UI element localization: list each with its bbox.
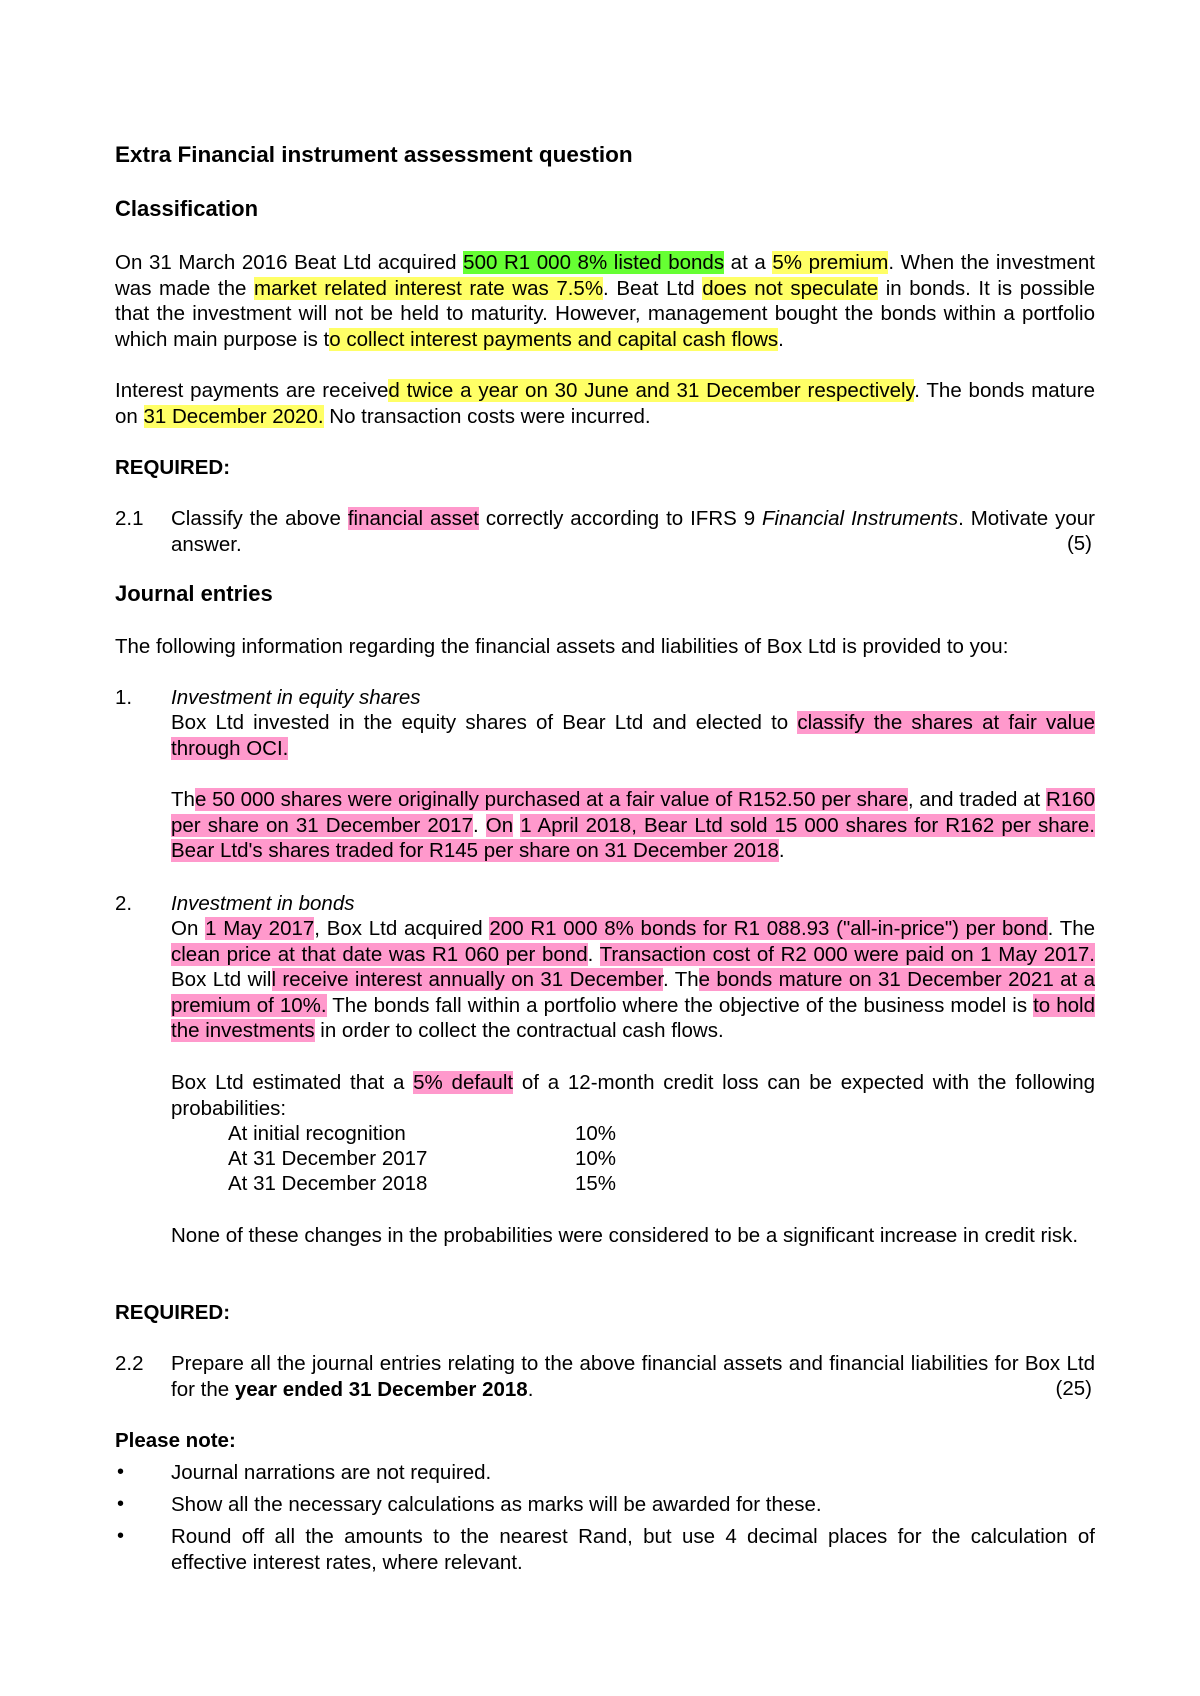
bonds-paragraph-1 (171, 916, 1095, 1044)
bonds-paragraph-3: None of these changes in the probabilities were considered to be a significant increase in credit risk. (171, 1224, 1079, 1247)
item-number-1: 1. (115, 686, 133, 709)
bullet-point: • (117, 1493, 125, 1515)
highlighted-text: 1 May 2017 (205, 917, 315, 940)
bullet-point: • (117, 1525, 125, 1547)
highlighted-text: e bonds mature on 31 December 2021 at a premium of 10%. (171, 968, 1095, 1017)
text-run: . (473, 813, 486, 837)
highlighted-text: 500 R1 000 8% listed bonds (463, 251, 725, 274)
text-run: Classify the above (171, 507, 348, 530)
text-run: The bonds fall within a portfolio where the objective of the business model is (326, 993, 1034, 1017)
note-item: Round off all the amounts to the nearest Rand, but use 4 decimal places for the calculation of effective interest rates, where relevant. (171, 1525, 1095, 1574)
text-run: . (778, 839, 785, 862)
item-title-equity-shares: Investment in equity shares (171, 686, 421, 709)
bold-text: year ended 31 December 2018 (234, 1377, 528, 1401)
question-number-2-2: 2.2 (115, 1352, 144, 1375)
probability-value: 10% (575, 1122, 617, 1145)
item-number-2: 2. (115, 892, 133, 915)
text-run: correctly according to IFRS 9 (479, 507, 763, 530)
equity-paragraph-1 (171, 710, 1095, 761)
highlighted-text: does not speculate (702, 276, 879, 300)
text-run: Box Ltd wil (171, 968, 272, 991)
text-run: . The bonds mature on (115, 379, 1096, 428)
probability-label: At 31 December 2018 (228, 1172, 428, 1195)
highlighted-text: e 50 000 shares were originally purchased at a fair value of R152.50 per share (194, 788, 908, 811)
text-run: Box Ltd estimated that a (171, 1071, 414, 1094)
text-run: of a 12-month credit loss can be expected with the following probabilities: (171, 1071, 1095, 1120)
highlighted-text: financial asset (347, 507, 479, 530)
required-label-2: REQUIRED: (115, 1301, 231, 1324)
highlighted-text: o collect interest payments and capital cash flows (329, 327, 779, 351)
text-run: Prepare all the journal entries relating to the above financial assets and financial liabilities for Box Ltd for the (171, 1352, 1095, 1401)
note-item: Show all the necessary calculations as marks will be awarded for these. (171, 1493, 822, 1516)
text-run: Box Ltd invested in the equity shares of Bear Ltd and elected to (171, 711, 798, 734)
text-run: . (778, 327, 784, 351)
highlighted-text: clean price at that date was R1 060 per bond (171, 942, 588, 966)
highlighted-text: 200 R1 000 8% bonds for R1 088.93 ("all-in-price") per bond (489, 917, 1048, 940)
question-marks-2-2: (25) (1055, 1377, 1092, 1400)
question-text-2-1 (171, 506, 1095, 557)
text-run: On (171, 917, 206, 940)
question-text-2-2 (171, 1351, 1095, 1402)
probability-label: At initial recognition (228, 1122, 406, 1145)
bullet-point: • (117, 1461, 125, 1483)
text-run: Interest payments are receive (115, 379, 389, 402)
highlighted-text: 5% premium (772, 251, 889, 274)
required-label-1: REQUIRED: (115, 456, 231, 479)
highlighted-text: market related interest rate was 7.5% (254, 276, 604, 300)
classification-paragraph-1 (115, 250, 1095, 352)
highlighted-text: to hold the investments (171, 993, 1095, 1042)
text-run: Th (171, 788, 195, 811)
probability-value: 15% (575, 1172, 617, 1195)
please-note-heading: Please note: (115, 1429, 236, 1452)
equity-paragraph-2 (171, 787, 1095, 864)
text-run: in order to collect the contractual cash flows. (314, 1019, 724, 1042)
section-heading-journal-entries: Journal entries (115, 581, 273, 606)
question-marks-2-1: (5) (1066, 532, 1092, 555)
text-run: . Beat Ltd (603, 276, 703, 300)
text-run: at a (724, 251, 773, 274)
text-run: , Box Ltd acquired (314, 917, 490, 940)
classification-paragraph-2 (115, 378, 1095, 429)
text-run: . Motivate your answer. (171, 507, 1095, 556)
highlighted-text: classify the shares at fair value through OCI. (171, 711, 1095, 760)
highlighted-text: l receive interest annually on 31 December (271, 968, 664, 991)
text-run: . (527, 1377, 534, 1401)
highlighted-text: d twice a year on 30 June and 31 December respectively (388, 379, 915, 402)
bonds-paragraph-2 (171, 1070, 1095, 1121)
highlighted-text: 5% default (413, 1071, 514, 1094)
highlighted-text: 31 December 2020. (143, 404, 324, 428)
italic-text: Financial Instruments (762, 507, 959, 530)
journal-intro: The following information regarding the financial assets and liabilities of Box Ltd is provided to you: (115, 635, 1009, 658)
text-run: . Th (663, 968, 699, 991)
highlighted-text: R160 per share on 31 December 2017 (171, 788, 1095, 837)
text-run: . When the investment was made the (115, 251, 1095, 300)
probability-value: 10% (575, 1147, 617, 1170)
question-number-2-1: 2.1 (115, 507, 144, 530)
text-run: No transaction costs were incurred. (323, 404, 651, 428)
highlighted-text: On (485, 813, 514, 837)
item-title-bonds: Investment in bonds (171, 892, 355, 915)
text-run: . The (1047, 917, 1096, 940)
probability-label: At 31 December 2017 (228, 1147, 428, 1170)
text-run: , and traded at (907, 788, 1046, 811)
highlighted-text: Transaction cost of R2 000 were paid on 1 May 2017. (599, 942, 1095, 966)
text-run: in bonds. It is possible that the investment will not be held to maturity. However, management bought the bonds within a portfolio which main purpose is t (115, 276, 1095, 351)
section-heading-classification: Classification (115, 196, 259, 221)
document-title: Extra Financial instrument assessment question (115, 142, 633, 167)
text-run: On 31 March 2016 Beat Ltd acquired (115, 251, 464, 274)
highlighted-text: Bear Ltd's shares traded for R145 per share on 31 December 2018 (171, 839, 779, 862)
text-run: . (587, 942, 600, 966)
note-item: Journal narrations are not required. (171, 1461, 492, 1484)
highlighted-text: 1 April 2018, Bear Ltd sold 15 000 shares for R162 per share. (520, 813, 1095, 837)
